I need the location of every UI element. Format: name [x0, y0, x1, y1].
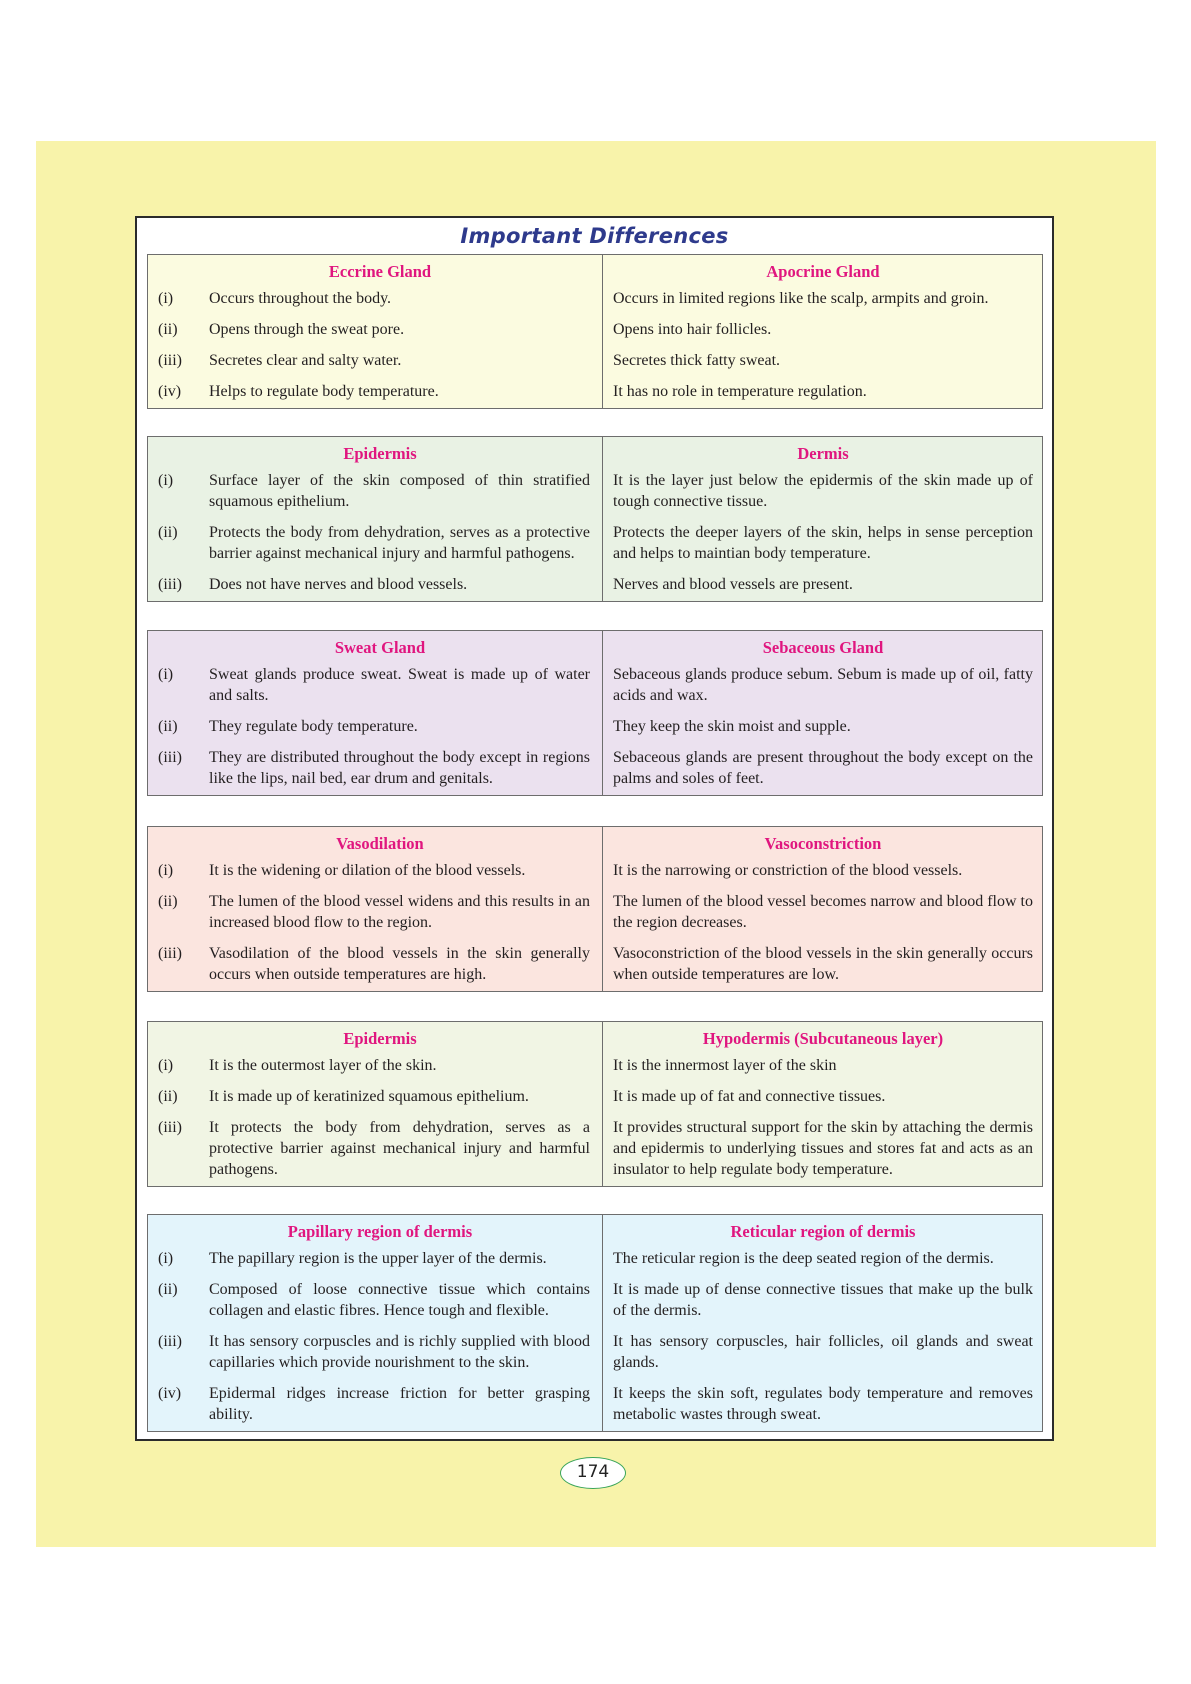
row-number: (iii): [158, 1333, 182, 1350]
right-heading: Dermis: [797, 444, 849, 463]
right-cell: It is the narrowing or constriction of the blood vessels.: [613, 862, 963, 879]
left-cell: It is the outermost layer of the skin.: [209, 1057, 437, 1074]
table-row: [613, 1279, 1033, 1321]
left-column: [148, 1022, 603, 1186]
left-cell: Vasodilation of the blood vessels in the skin generally occurs when outside temperatures are high.: [209, 945, 590, 983]
row-number: (i): [158, 1057, 174, 1074]
right-column: [603, 827, 1042, 991]
page-number: 174: [560, 1457, 626, 1489]
table-row: [613, 747, 1033, 789]
row-number: (ii): [158, 524, 178, 541]
left-cell: They are distributed throughout the body except in regions like the lips, nail bed, ear drum and genitals.: [209, 749, 590, 787]
left-cell: The papillary region is the upper layer of the dermis.: [209, 1250, 547, 1267]
comparison-table-sweat-sebaceous: [147, 630, 1043, 796]
table-row: [613, 1331, 1033, 1373]
row-number: (i): [158, 862, 174, 879]
right-cell: The reticular region is the deep seated region of the dermis.: [613, 1250, 994, 1267]
comparison-table-papillary-reticular: [147, 1214, 1043, 1432]
left-heading: Vasodilation: [336, 834, 424, 853]
left-cell: Surface layer of the skin composed of thin stratified squamous epithelium.: [209, 472, 590, 510]
left-cell: It is made up of keratinized squamous epithelium.: [209, 1088, 529, 1105]
row-number: (iv): [158, 383, 182, 400]
right-cell: It is the layer just below the epidermis of the skin made up of tough connective tissue.: [613, 472, 1033, 510]
right-cell: Protects the deeper layers of the skin, helps in sense perception and helps to maintian body temperature.: [613, 524, 1033, 562]
right-column: [603, 631, 1042, 795]
left-cell: Sweat glands produce sweat. Sweat is made up of water and salts.: [209, 666, 590, 704]
right-cell: The lumen of the blood vessel becomes narrow and blood flow to the region decreases.: [613, 893, 1033, 931]
table-row: [158, 943, 590, 985]
left-cell: Epidermal ridges increase friction for better grasping ability.: [209, 1385, 590, 1423]
right-heading: Reticular region of dermis: [730, 1222, 916, 1241]
row-number: (iii): [158, 576, 182, 593]
comparison-table-eccrine-apocrine: [147, 254, 1043, 409]
right-column: [603, 1215, 1042, 1431]
right-cell: It has sensory corpuscles, hair follicles, oil glands and sweat glands.: [613, 1333, 1033, 1371]
comparison-table-vasodilation-vasoconstriction: [147, 826, 1043, 992]
right-cell: It keeps the skin soft, regulates body temperature and removes metabolic wastes through sweat.: [613, 1385, 1033, 1423]
left-cell: Composed of loose connective tissue which contains collagen and elastic fibres. Hence tough and flexible.: [209, 1281, 590, 1319]
left-heading: Sweat Gland: [334, 638, 426, 657]
table-row: [158, 522, 590, 564]
row-number: (iv): [158, 1385, 182, 1402]
table-row: [158, 350, 590, 371]
right-column: [603, 255, 1042, 408]
left-column: [148, 1215, 603, 1431]
table-row: [613, 664, 1033, 706]
left-heading: Papillary region of dermis: [287, 1222, 473, 1241]
left-cell: Protects the body from dehydration, serves as a protective barrier against mechanical injury and harmful pathogens.: [209, 524, 590, 562]
table-row: [158, 470, 590, 512]
table-row: [158, 1117, 590, 1180]
left-cell: Does not have nerves and blood vessels.: [209, 576, 468, 593]
right-cell: They keep the skin moist and supple.: [613, 718, 851, 735]
row-number: (ii): [158, 893, 178, 910]
table-row: [613, 350, 1033, 371]
table-row: [158, 319, 590, 340]
right-cell: Occurs in limited regions like the scalp, armpits and groin.: [613, 290, 989, 307]
table-row: [613, 470, 1033, 512]
table-row: [613, 1055, 1033, 1076]
left-column: [148, 437, 603, 601]
right-cell: It is made up of dense connective tissues that make up the bulk of the dermis.: [613, 1281, 1033, 1319]
left-column: [148, 631, 603, 795]
row-number: (i): [158, 290, 174, 307]
table-row: [613, 1248, 1033, 1269]
right-heading: Apocrine Gland: [766, 262, 880, 281]
row-number: (iii): [158, 352, 182, 369]
right-column: [603, 1022, 1042, 1186]
left-cell: They regulate body temperature.: [209, 718, 418, 735]
table-row: [158, 860, 590, 881]
row-number: (i): [158, 1250, 174, 1267]
right-column: [603, 437, 1042, 601]
left-heading: Eccrine Gland: [328, 262, 432, 281]
right-cell: It provides structural support for the skin by attaching the dermis and epidermis to underlying tissues and stores fat and acts as an insulator to help regulate body temperature.: [613, 1119, 1033, 1178]
right-cell: It has no role in temperature regulation.: [613, 383, 867, 400]
row-number: (ii): [158, 1281, 178, 1298]
table-row: [158, 1086, 590, 1107]
left-cell: It is the widening or dilation of the blood vessels.: [209, 862, 526, 879]
left-cell: Occurs throughout the body.: [209, 290, 392, 307]
table-row: [158, 664, 590, 706]
table-row: [613, 288, 1033, 309]
row-number: (ii): [158, 321, 178, 338]
table-row: [613, 574, 1033, 595]
right-cell: It is the innermost layer of the skin: [613, 1057, 837, 1074]
table-row: [158, 574, 590, 595]
table-row: [613, 1086, 1033, 1107]
left-cell: Helps to regulate body temperature.: [209, 383, 439, 400]
right-cell: Opens into hair follicles.: [613, 321, 772, 338]
table-row: [613, 943, 1033, 985]
left-heading: Epidermis: [343, 444, 417, 463]
right-cell: Vasoconstriction of the blood vessels in the skin generally occurs when outside temperatures are low.: [613, 945, 1033, 983]
table-row: [158, 891, 590, 933]
right-cell: Secretes thick fatty sweat.: [613, 352, 781, 369]
left-column: [148, 827, 603, 991]
table-row: [158, 1331, 590, 1373]
table-row: [613, 891, 1033, 933]
left-heading: Epidermis: [343, 1029, 417, 1048]
table-row: [158, 716, 590, 737]
table-row: [158, 1279, 590, 1321]
left-column: [148, 255, 603, 408]
left-cell: It has sensory corpuscles and is richly supplied with blood capillaries which provide nourishment to the skin.: [209, 1333, 590, 1371]
row-number: (ii): [158, 1088, 178, 1105]
table-row: [613, 381, 1033, 402]
right-cell: Sebaceous glands are present throughout the body except on the palms and soles of feet.: [613, 749, 1033, 787]
left-cell: It protects the body from dehydration, serves as a protective barrier against mechanical injury and harmful pathogens.: [209, 1119, 590, 1178]
row-number: (i): [158, 666, 174, 683]
table-row: [158, 1248, 590, 1269]
table-row: [158, 381, 590, 402]
table-row: [613, 319, 1033, 340]
right-cell: Sebaceous glands produce sebum. Sebum is made up of oil, fatty acids and wax.: [613, 666, 1033, 704]
row-number: (iii): [158, 1119, 182, 1136]
left-cell: The lumen of the blood vessel widens and this results in an increased blood flow to the region.: [209, 893, 590, 931]
table-row: [613, 522, 1033, 564]
comparison-table-epidermis-hypodermis: [147, 1021, 1043, 1187]
table-row: [158, 1383, 590, 1425]
right-heading: Vasoconstriction: [764, 834, 882, 853]
table-row: [158, 747, 590, 789]
left-cell: Secretes clear and salty water.: [209, 352, 402, 369]
table-row: [613, 1117, 1033, 1180]
table-row: [158, 288, 590, 309]
comparison-table-epidermis-dermis: [147, 436, 1043, 602]
table-row: [613, 1383, 1033, 1425]
row-number: (i): [158, 472, 174, 489]
right-heading: Sebaceous Gland: [762, 638, 884, 657]
table-row: [158, 1055, 590, 1076]
right-heading: Hypodermis (Subcutaneous layer): [702, 1029, 944, 1048]
row-number: (iii): [158, 749, 182, 766]
differences-box: [135, 216, 1054, 1441]
right-cell: Nerves and blood vessels are present.: [613, 576, 853, 593]
box-title: Important Differences: [460, 224, 729, 248]
left-cell: Opens through the sweat pore.: [209, 321, 405, 338]
right-cell: It is made up of fat and connective tissues.: [613, 1088, 886, 1105]
table-row: [613, 860, 1033, 881]
table-row: [613, 716, 1033, 737]
row-number: (ii): [158, 718, 178, 735]
row-number: (iii): [158, 945, 182, 962]
